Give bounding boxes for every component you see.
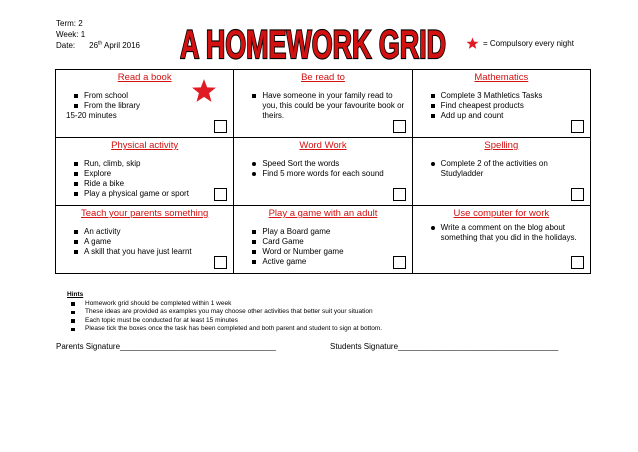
hint-item: Each topic must be conducted for at least 15 minutes — [71, 317, 382, 326]
students-signature-line[interactable]: Students Signature____________________________________ — [330, 342, 559, 351]
list-item: Add up and count — [431, 111, 584, 121]
cell-title: Use computer for work — [453, 208, 550, 219]
homework-grid — [55, 69, 591, 274]
date-day: 26 — [89, 41, 99, 50]
cell-teach-your-parents — [56, 206, 234, 274]
week-label: Week: 1 — [56, 30, 86, 39]
hints-heading: Hints — [67, 291, 84, 298]
date-rest: April 2016 — [102, 41, 141, 50]
header-meta — [56, 18, 140, 51]
tick-checkbox[interactable] — [393, 256, 406, 269]
cell-play-a-game — [234, 206, 412, 274]
compulsory-legend — [466, 37, 574, 50]
cell-spelling — [412, 138, 590, 206]
list-item: Find cheapest products — [431, 101, 584, 111]
cell-physical-activity — [56, 138, 234, 206]
list-item: Play a physical game or sport — [74, 189, 227, 199]
list-item: Have someone in your family read to you, this could be your favourite book or theirs. — [252, 91, 405, 121]
tick-checkbox[interactable] — [214, 120, 227, 133]
hint-item: Homework grid should be completed within 1 week — [71, 300, 382, 309]
cell-title: Physical activity — [111, 140, 179, 151]
list-item: Complete 3 Mathletics Tasks — [431, 91, 584, 101]
hint-item: These ideas are provided as examples you may choose other activities that better suit your situation — [71, 308, 382, 317]
page-title — [180, 22, 450, 64]
parents-signature-line[interactable]: Parents Signature___________________________________ — [56, 342, 276, 351]
hint-item: Please tick the boxes once the task has been completed and both parent and student to sign at bottom. — [71, 325, 382, 334]
term-label: Term: 2 — [56, 19, 83, 28]
cell-title: Read a book — [117, 72, 172, 83]
date-line — [56, 40, 140, 51]
compulsory-label: = Compulsory every night — [483, 39, 574, 48]
cell-read-a-book — [56, 70, 234, 138]
list-item: Ride a bike — [74, 179, 227, 189]
tick-checkbox[interactable] — [393, 120, 406, 133]
list-item: Play a Board game — [252, 227, 405, 237]
tick-checkbox[interactable] — [571, 188, 584, 201]
tick-checkbox[interactable] — [214, 188, 227, 201]
hints-section — [67, 291, 382, 334]
list-item: Word or Number game — [252, 247, 405, 257]
list-item: Active game — [252, 257, 405, 267]
list-item: Speed Sort the words — [252, 159, 405, 169]
cell-title: Teach your parents something — [81, 208, 209, 219]
list-item: Write a comment on the blog about something that you did in the holidays. — [431, 223, 584, 243]
tick-checkbox[interactable] — [214, 256, 227, 269]
cell-title: Be read to — [301, 72, 345, 83]
title-text: A HOMEWORK GRID — [180, 23, 446, 64]
tick-checkbox[interactable] — [393, 188, 406, 201]
star-icon — [466, 37, 479, 50]
list-item: From the library — [74, 101, 227, 111]
cell-title: Spelling — [484, 140, 519, 151]
duration-note: 15-20 minutes — [66, 111, 117, 120]
list-item: A game — [74, 237, 227, 247]
list-item: Complete 2 of the activities on Studyladder — [431, 159, 584, 179]
list-item: Run, climb, skip — [74, 159, 227, 169]
cell-mathematics — [412, 70, 590, 138]
list-item: Find 5 more words for each sound — [252, 169, 405, 179]
list-item: From school — [74, 91, 227, 101]
date-suffix: th — [98, 40, 103, 47]
cell-use-computer — [412, 206, 590, 274]
cell-title: Word Work — [299, 140, 347, 151]
cell-be-read-to — [234, 70, 412, 138]
list-item: An activity — [74, 227, 227, 237]
tick-checkbox[interactable] — [571, 120, 584, 133]
list-item: A skill that you have just learnt — [74, 247, 227, 257]
cell-word-work — [234, 138, 412, 206]
date-label: Date: — [56, 41, 76, 50]
tick-checkbox[interactable] — [571, 256, 584, 269]
list-item: Card Game — [252, 237, 405, 247]
date-value — [89, 41, 140, 50]
list-item: Explore — [74, 169, 227, 179]
cell-title: Play a game with an adult — [268, 208, 378, 219]
cell-title: Mathematics — [474, 72, 529, 83]
